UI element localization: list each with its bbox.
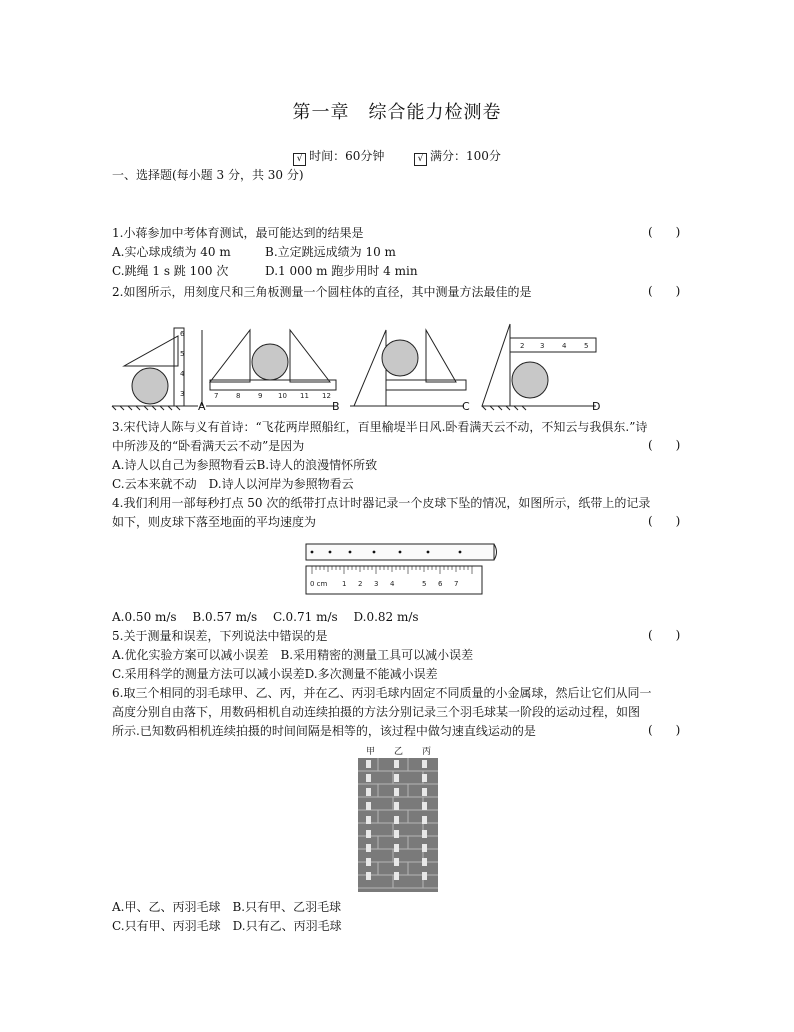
q6-answer-paren: ( ) xyxy=(648,723,681,737)
ruler-a-tick: 3 xyxy=(180,390,185,398)
ruler-tick: 4 xyxy=(390,580,395,588)
section-heading: 一、选择题(每小题 3 分，共 30 分) xyxy=(112,168,304,182)
q5-options-ab: A.优化实验方案可以减小误差 B.采用精密的测量工具可以减小误差 xyxy=(112,648,474,662)
ruler-d-tick: 4 xyxy=(562,342,567,350)
ball-label-bing: 丙 xyxy=(422,747,432,757)
ruler-tick: 2 xyxy=(358,580,363,588)
page-title: 第一章 综合能力检测卷 xyxy=(292,102,502,123)
q2-answer-paren: ( ) xyxy=(648,284,681,298)
q4-answer-paren: ( ) xyxy=(648,514,681,528)
ball-label-yi: 乙 xyxy=(394,747,404,757)
q1-option-b: B.立定跳远成绩为 10 m xyxy=(265,245,396,259)
q4-figure xyxy=(304,540,500,598)
ruler-tick: 7 xyxy=(454,580,459,588)
q3-options-ab: A.诗人以自己为参照物看云B.诗人的浪漫情怀所致 xyxy=(112,458,378,472)
fig-label-d: D xyxy=(592,400,601,413)
q3-answer-paren: ( ) xyxy=(648,438,681,452)
q1-stem: 1.小蒋参加中考体育测试，最可能达到的结果是 xyxy=(112,226,364,240)
q6-stem-line1: 6.取三个相同的羽毛球甲、乙、丙，并在乙、丙羽毛球内固定不同质量的小金属球，然后让它们从同一 xyxy=(112,686,652,700)
fig-label-b: B xyxy=(332,400,340,413)
q2-figure xyxy=(110,318,610,414)
check-icon: √ xyxy=(293,153,306,166)
ruler-b-tick: 8 xyxy=(236,392,241,400)
q6-figure xyxy=(356,744,440,894)
q4-options: A.0.50 m/s B.0.57 m/s C.0.71 m/s D.0.82 m/s xyxy=(112,610,419,624)
full-score: 满分：100分 xyxy=(430,149,501,163)
ruler-a-tick: 4 xyxy=(180,370,185,378)
exam-meta xyxy=(0,147,794,166)
ruler-b-tick: 11 xyxy=(300,392,309,400)
ruler-a-tick: 5 xyxy=(180,350,185,358)
q4-stem-line1: 4.我们利用一部每秒打点 50 次的纸带打点计时器记录一个皮球下坠的情况，如图所示，纸带上的记录 xyxy=(112,496,651,510)
ball-label-jia: 甲 xyxy=(366,747,376,757)
q6-options-cd: C.只有甲、丙羽毛球 D.只有乙、丙羽毛球 xyxy=(112,919,342,933)
q5-answer-paren: ( ) xyxy=(648,628,681,642)
q5-stem: 5.关于测量和误差，下列说法中错误的是 xyxy=(112,629,328,643)
q4-stem-line2: 如下，则皮球下落至地面的平均速度为 xyxy=(112,515,317,529)
ruler-tick: 5 xyxy=(422,580,427,588)
q1-answer-paren: ( ) xyxy=(648,225,681,239)
fig-label-a: A xyxy=(198,400,206,413)
q6-stem-line3: 所示.已知数码相机连续拍摄的时间间隔是相等的，该过程中做匀速直线运动的是 xyxy=(112,724,536,738)
ruler-tick: 3 xyxy=(374,580,379,588)
ruler-d-tick: 5 xyxy=(584,342,589,350)
ruler-d-tick: 3 xyxy=(540,342,545,350)
ruler-a-tick: 6 xyxy=(180,330,185,338)
ruler-tick: 6 xyxy=(438,580,443,588)
ruler-b-tick: 7 xyxy=(214,392,219,400)
ruler-b-tick: 12 xyxy=(322,392,331,400)
q3-stem-line1: 3.宋代诗人陈与义有首诗：“飞花两岸照船红，百里榆堤半日风.卧看满天云不动，不知云与我俱东.”诗 xyxy=(112,420,648,434)
q1-option-a: A.实心球成绩为 40 m xyxy=(112,245,231,259)
ruler-b-tick: 9 xyxy=(258,392,263,400)
check-icon: √ xyxy=(414,153,427,166)
fig-label-c: C xyxy=(462,400,470,413)
ruler-tick: 1 xyxy=(342,580,347,588)
ruler-tick: 0 cm xyxy=(310,580,328,588)
q3-stem-line2: 中所涉及的“卧看满天云不动”是因为 xyxy=(112,439,305,453)
q5-options-cd: C.采用科学的测量方法可以减小误差D.多次测量不能减小误差 xyxy=(112,667,438,681)
q1-option-d: D.1 000 m 跑步用时 4 min xyxy=(265,264,418,278)
time-limit: 时间：60分钟 xyxy=(309,149,385,163)
q3-options-cd: C.云本来就不动 D.诗人以河岸为参照物看云 xyxy=(112,477,354,491)
q1-option-c: C.跳绳 1 s 跳 100 次 xyxy=(112,264,229,278)
q6-stem-line2: 高度分别自由落下，用数码相机自动连续拍摄的方法分别记录三个羽毛球某一阶段的运动过程，如图 xyxy=(112,705,641,719)
q6-options-ab: A.甲、乙、丙羽毛球 B.只有甲、乙羽毛球 xyxy=(112,900,342,914)
q2-stem: 2.如图所示，用刻度尺和三角板测量一个圆柱体的直径，其中测量方法最佳的是 xyxy=(112,285,532,299)
ruler-b-tick: 10 xyxy=(278,392,287,400)
ruler-d-tick: 2 xyxy=(520,342,525,350)
